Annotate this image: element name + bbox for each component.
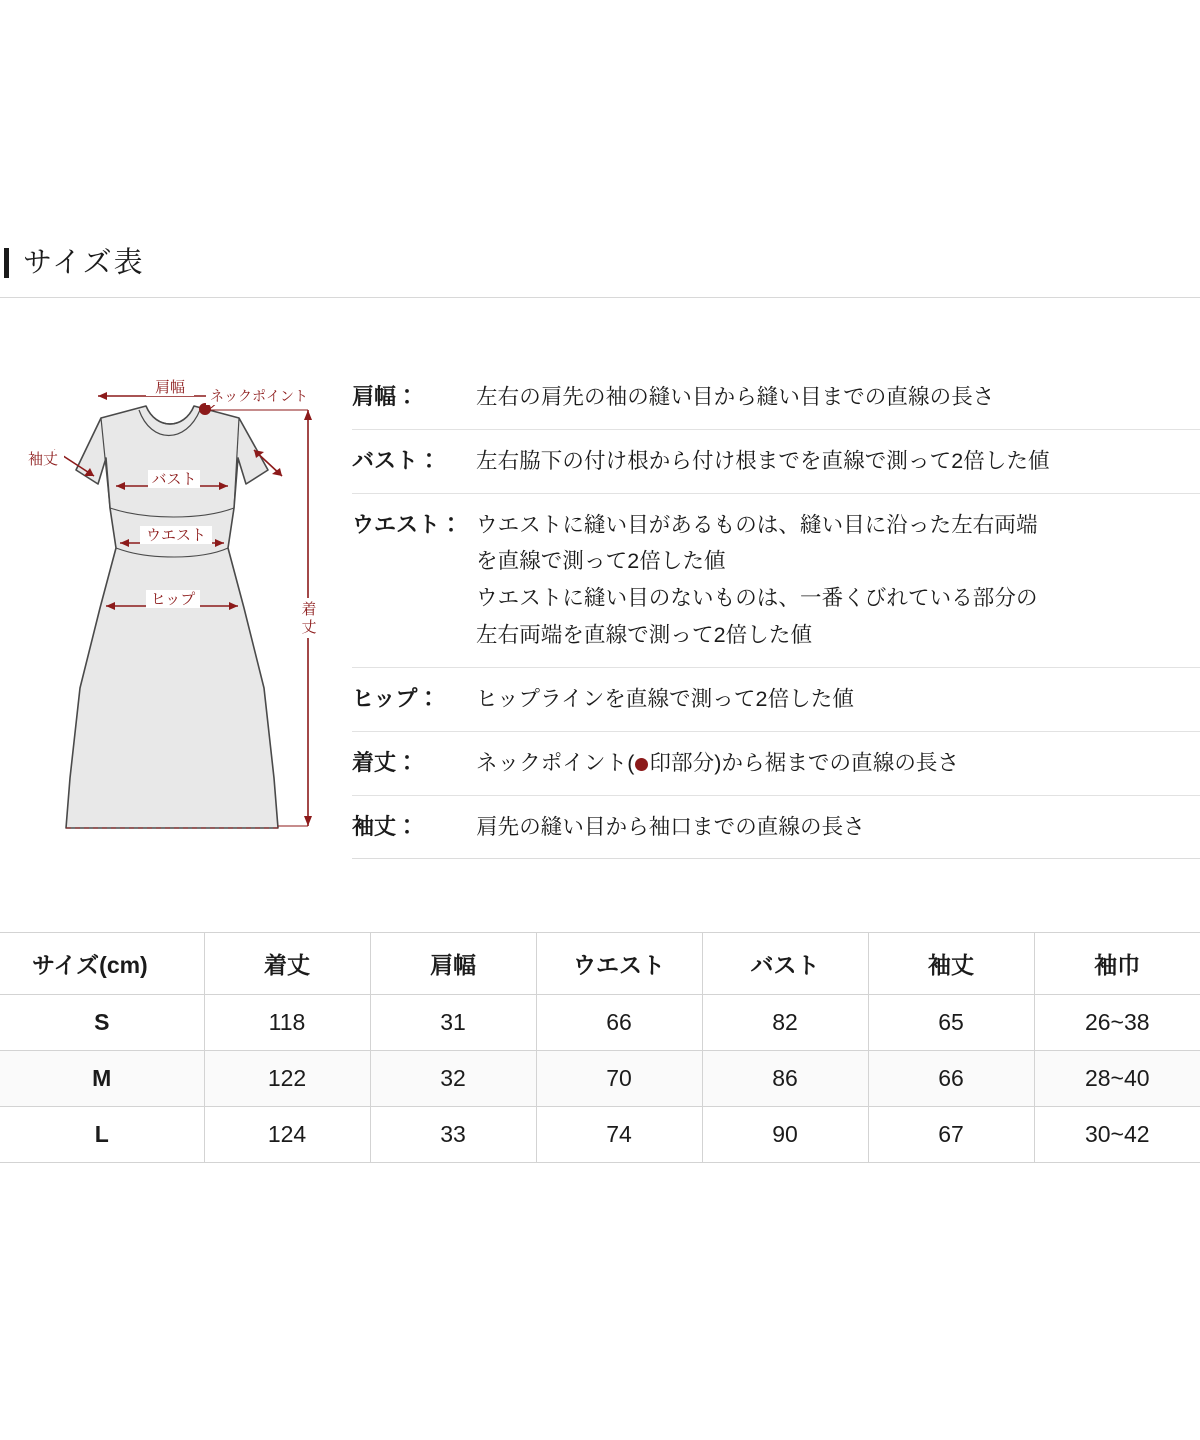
definition-line-part: 印部分)から裾までの直線の長さ	[649, 750, 960, 775]
definition-term: 袖丈：	[352, 813, 419, 839]
definition-row-shoulder	[352, 366, 1200, 430]
label-hip: ヒップ	[150, 591, 196, 608]
definition-line: 肩先の縫い目から袖口までの直線の長さ	[476, 814, 865, 839]
table-cell: 82	[702, 995, 868, 1051]
definition-term: バスト：	[352, 447, 441, 473]
label-shoulder: 肩幅	[154, 379, 186, 396]
definition-line: 左右両端を直線で測って2倍した値	[476, 623, 813, 648]
definition-description	[476, 508, 1200, 653]
table-row	[0, 995, 1200, 1051]
definition-description	[476, 810, 1200, 845]
definition-line: 左右脇下の付け根から付け根までを直線で測って2倍した値	[476, 448, 1050, 473]
title-divider	[0, 297, 1200, 298]
table-header-cell: 肩幅	[370, 933, 536, 995]
table-cell: 67	[868, 1107, 1034, 1163]
definition-line	[476, 746, 1200, 781]
measurement-guide-section	[0, 330, 1200, 878]
table-row	[0, 1051, 1200, 1107]
label-dress-length-2: 丈	[301, 619, 317, 636]
table-cell: 26~38	[1034, 995, 1200, 1051]
definition-line: 左右の肩先の袖の縫い目から縫い目までの直線の長さ	[476, 385, 995, 409]
table-cell: 33	[370, 1107, 536, 1163]
definition-description	[476, 682, 1200, 717]
definition-line: ウエストに縫い目のないものは、一番くびれている部分の	[476, 586, 1038, 611]
table-cell-size: M	[0, 1051, 204, 1107]
table-header-row	[0, 933, 1200, 995]
page-title: サイズ表	[23, 246, 145, 279]
definition-line: を直線で測って2倍した値	[476, 549, 726, 574]
table-cell: 122	[204, 1051, 370, 1107]
table-cell: 66	[536, 995, 702, 1051]
definition-term: 肩幅：	[352, 384, 419, 409]
table-header-cell: 袖丈	[868, 933, 1034, 995]
definition-description	[476, 746, 1200, 781]
definition-list	[352, 330, 1200, 878]
definition-term: ヒップ：	[352, 685, 440, 711]
definition-line: ウエストに縫い目があるものは、縫い目に沿った左右両端	[476, 512, 1038, 537]
definition-line: ヒップラインを直線で測って2倍した値	[476, 686, 854, 711]
definition-row-dress-length	[352, 732, 1200, 796]
label-neck-point: ネックポイント	[210, 388, 308, 404]
table-cell: 90	[702, 1107, 868, 1163]
table-cell-size: L	[0, 1107, 204, 1163]
table-cell: 118	[204, 995, 370, 1051]
table-header-cell: 袖巾	[1034, 933, 1200, 995]
table-cell: 66	[868, 1051, 1034, 1107]
dress-measurement-diagram	[6, 358, 346, 878]
title-row	[0, 248, 1200, 278]
table-cell: 86	[702, 1051, 868, 1107]
definition-line-part: ネックポイント(	[476, 750, 635, 775]
label-dress-length-1: 着	[301, 601, 317, 618]
label-sleeve-length: 袖丈	[27, 451, 59, 468]
definition-term: 着丈：	[352, 749, 419, 775]
table-cell: 65	[868, 995, 1034, 1051]
table-row	[0, 1107, 1200, 1163]
definition-description	[476, 444, 1200, 479]
size-table-container	[0, 932, 1200, 1163]
table-cell-size: S	[0, 995, 204, 1051]
dress-diagram-container	[0, 330, 352, 878]
table-header-cell: バスト	[702, 933, 868, 995]
definition-row-hip	[352, 668, 1200, 732]
table-cell: 31	[370, 995, 536, 1051]
definition-term: ウエスト：	[352, 511, 463, 537]
definition-row-bust	[352, 430, 1200, 494]
table-cell: 70	[536, 1051, 702, 1107]
table-cell: 30~42	[1034, 1107, 1200, 1163]
neck-point-dot-icon	[635, 758, 648, 771]
definition-description	[476, 380, 1200, 415]
definition-row-sleeve-length	[352, 796, 1200, 860]
table-header-cell: 着丈	[204, 933, 370, 995]
table-cell: 28~40	[1034, 1051, 1200, 1107]
page-header	[0, 248, 1200, 298]
table-cell: 32	[370, 1051, 536, 1107]
table-header-cell: ウエスト	[536, 933, 702, 995]
table-cell: 74	[536, 1107, 702, 1163]
definition-row-waist	[352, 494, 1200, 668]
size-table	[0, 932, 1200, 1163]
table-header-cell: サイズ(cm)	[0, 933, 204, 995]
title-accent-bar	[4, 248, 9, 278]
table-cell: 124	[204, 1107, 370, 1163]
garment-shape	[66, 406, 278, 828]
label-bust: バスト	[151, 471, 197, 488]
label-waist: ウエスト	[145, 527, 207, 544]
